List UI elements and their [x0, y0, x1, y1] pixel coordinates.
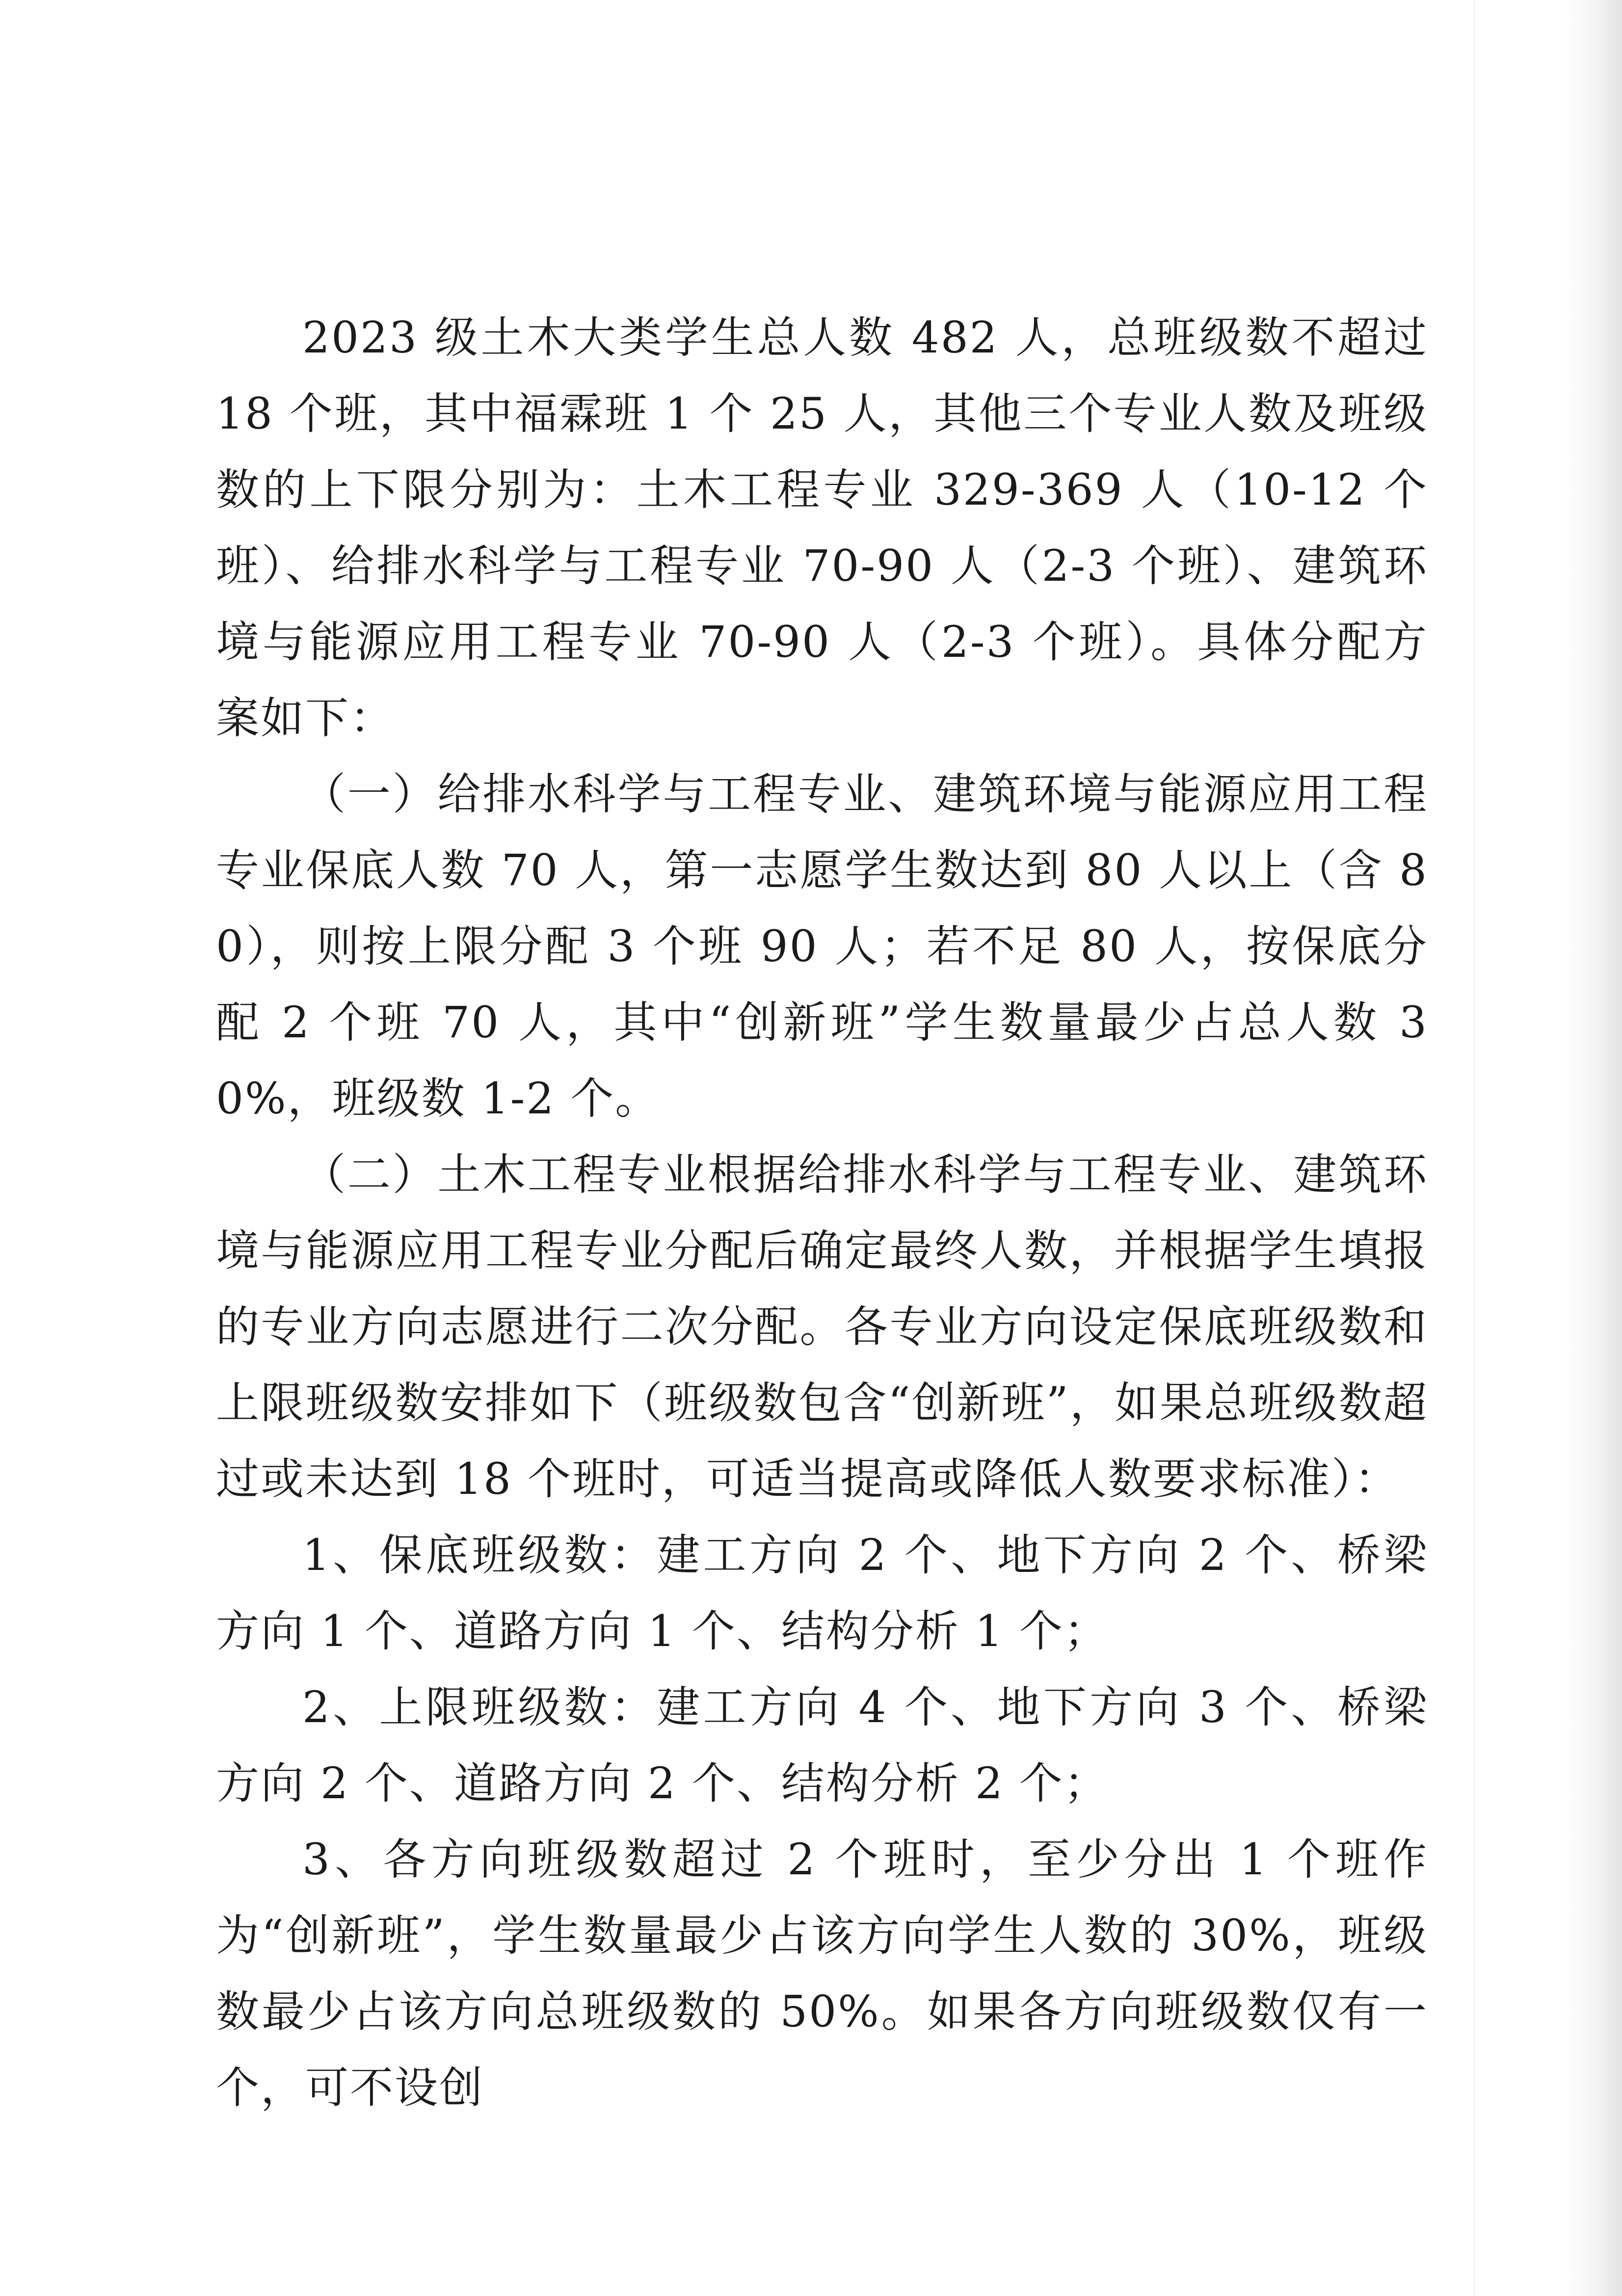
scan-edge-shading — [1563, 0, 1622, 2296]
scan-shadow-line — [1474, 0, 1475, 2296]
list-item-minimum-classes: 1、保底班级数：建工方向 2 个、地下方向 2 个、桥梁方向 1 个、道路方向 1 个、结构分析 1 个； — [216, 1530, 1428, 1656]
document-body — [216, 299, 1428, 2126]
paragraph-section-two: （二）土木工程专业根据给排水科学与工程专业、建筑环境与能源应用工程专业分配后确定最终人数，并根据学生填报的专业方向志愿进行二次分配。各专业方向设定保底班级数和上限班级数安排如下（班级数包含“创新班”，如果总班级数超过或未达到 18 个班时，可适当提高或降低人数要求标准）： — [216, 1149, 1428, 1504]
paragraph-section-one: （一）给排水科学与工程专业、建筑环境与能源应用工程专业保底人数 70 人，第一志愿学生数达到 80 人以上（含 80），则按上限分配 3 个班 90 人；若不足 80 人，按保底分配 2 个班 70 人，其中“创新班”学生数量最少占总人数 30%，班级数 1-2 个。 — [216, 769, 1428, 1124]
list-item-maximum-classes: 2、上限班级数：建工方向 4 个、地下方向 3 个、桥梁方向 2 个、道路方向 2 个、结构分析 2 个； — [216, 1682, 1428, 1809]
list-item-innovation-class-rule: 3、各方向班级数超过 2 个班时，至少分出 1 个班作为“创新班”，学生数量最少占该方向学生人数的 30%，班级数最少占该方向总班级数的 50%。如果各方向班级数仅有一个，可不设创 — [216, 1834, 1428, 2113]
paragraph-overview: 2023 级土木大类学生总人数 482 人，总班级数不超过 18 个班，其中福霖班 1 个 25 人，其他三个专业人数及班级数的上下限分别为：土木工程专业 329-369 人（10-12 个班）、给排水科学与工程专业 70-90 人（2-3 个班）、建筑环境与能源应用工程专业 70-90 人（2-3 个班）。具体分配方案如下： — [216, 312, 1428, 743]
